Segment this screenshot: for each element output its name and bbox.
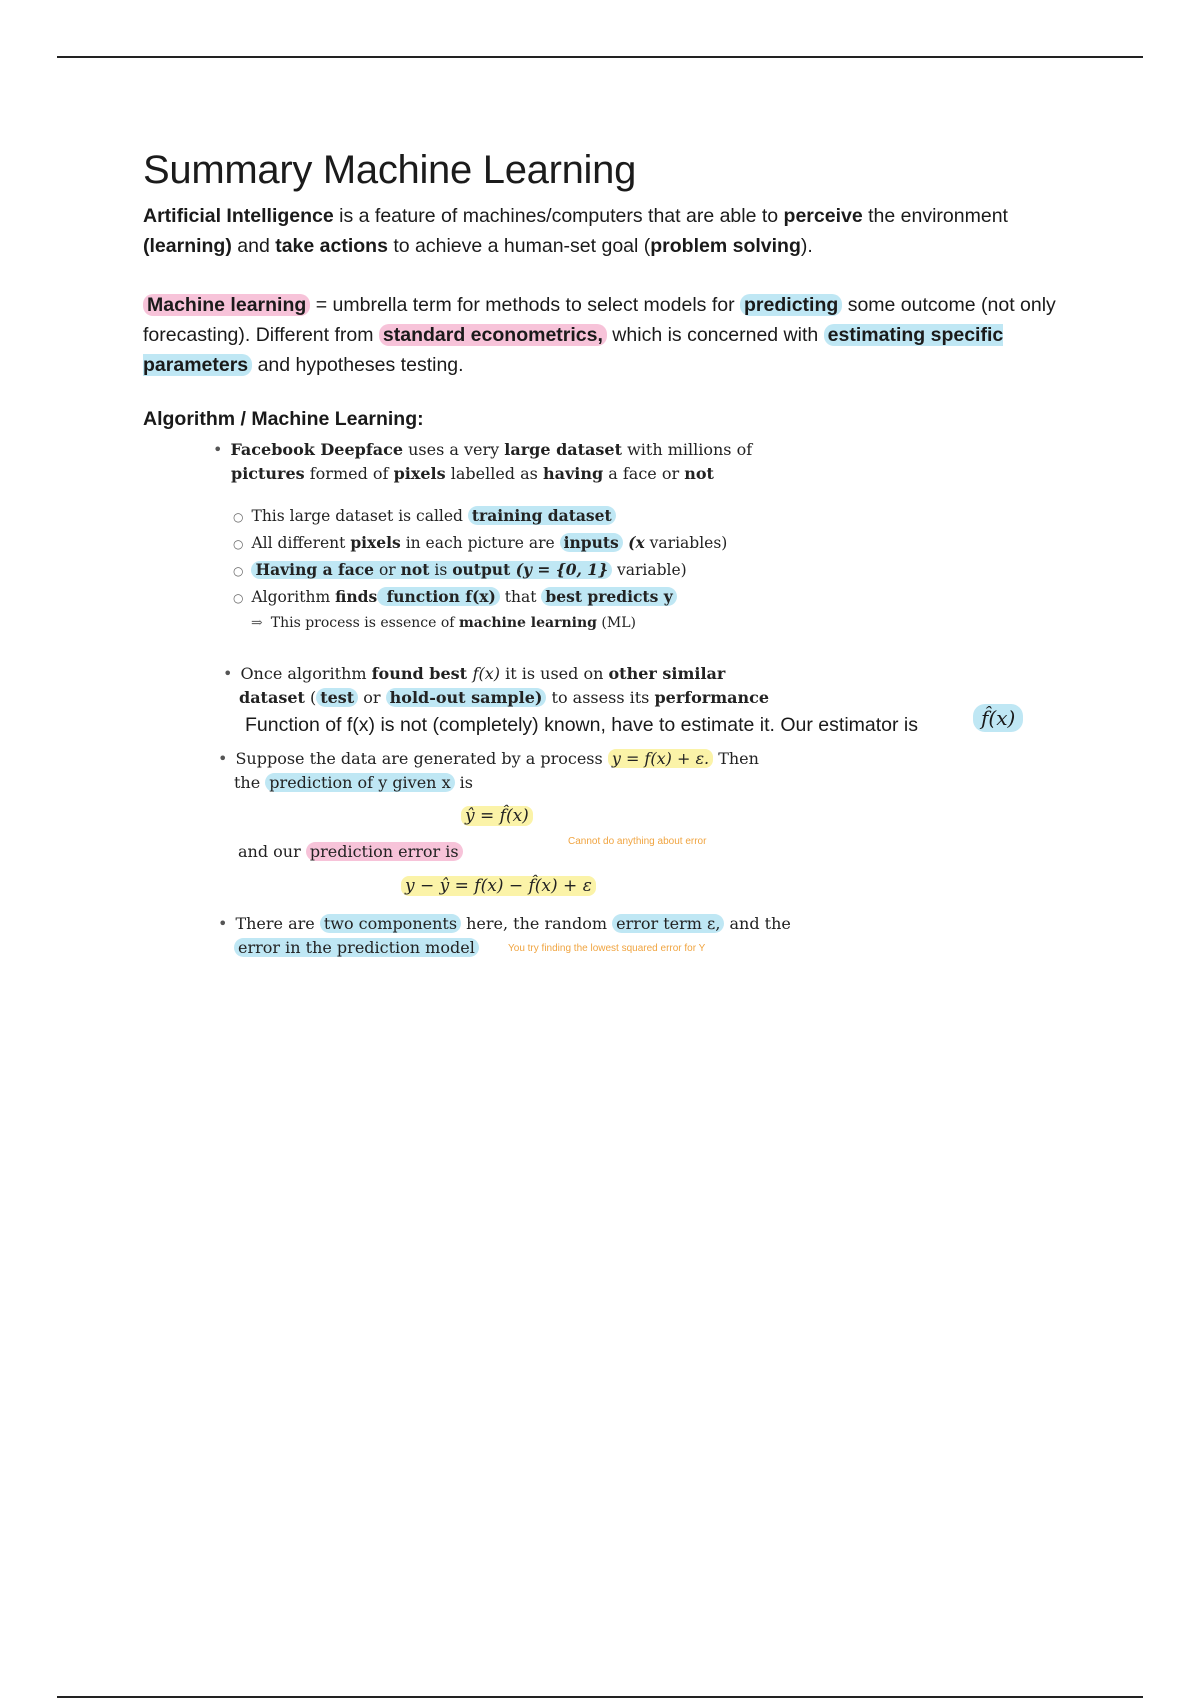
- text: with millions of: [621, 440, 753, 459]
- circle-bullet-icon: ○: [233, 564, 244, 578]
- text: the environment: [862, 205, 1008, 227]
- text: formed of: [304, 464, 394, 483]
- ai-definition: [143, 201, 1073, 261]
- math: f(x): [472, 664, 501, 683]
- text: a face or: [603, 464, 685, 483]
- suppose-bullet: [218, 747, 759, 795]
- text: This process is essence of: [270, 615, 459, 631]
- math: y = f(x) + ε.: [608, 749, 713, 768]
- sub-item: [233, 584, 727, 611]
- bold-text: a face: [317, 560, 375, 579]
- text: and hypotheses testing.: [252, 354, 464, 376]
- estimator-note: Function of f(x) is not (completely) known, have to estimate it. Our estimator is: [245, 714, 918, 736]
- term-estimating-parameters: estimating specific parameters: [143, 324, 1004, 376]
- text: All different: [251, 534, 351, 552]
- circle-bullet-icon: ○: [233, 591, 244, 605]
- bold-text: pixels: [350, 533, 401, 552]
- text: is: [454, 773, 474, 792]
- text: or: [358, 688, 386, 707]
- top-rule: [57, 56, 1143, 58]
- term: two components: [320, 914, 461, 933]
- text: Once algorithm: [240, 664, 372, 683]
- text: Algorithm: [251, 588, 336, 606]
- implies-arrow-icon: ⇒: [251, 615, 263, 631]
- term: test: [316, 688, 358, 707]
- text: (ML): [596, 615, 636, 631]
- term-perceive: perceive: [783, 205, 863, 227]
- term-take-actions: take actions: [275, 235, 388, 257]
- text: or: [374, 561, 401, 579]
- text: Then: [713, 749, 759, 768]
- circle-bullet-icon: ○: [233, 537, 244, 551]
- handwritten-note: You try finding the lowest squared error for Y: [508, 943, 706, 954]
- bold-text: other similar: [608, 664, 726, 683]
- deepface-sublist: [233, 503, 727, 636]
- term: prediction of y given x: [265, 773, 454, 792]
- bold-text: found best: [371, 664, 473, 683]
- bold-text: pixels: [393, 464, 446, 483]
- text: variables): [644, 534, 728, 552]
- term-standard-econometrics: standard econometrics,: [379, 324, 607, 346]
- text: This large dataset is called: [251, 507, 468, 525]
- sub-item: [233, 530, 727, 557]
- term-problem-solving: problem solving: [650, 235, 801, 257]
- text: is a feature of machines/computers that are able to: [333, 205, 784, 227]
- bullet-icon: •: [218, 749, 228, 768]
- math: (y = {0, 1}: [510, 560, 609, 579]
- bold-text: pictures: [231, 464, 305, 483]
- bold-text: not: [684, 464, 714, 483]
- text: is: [429, 561, 453, 579]
- bold-text: machine learning: [458, 615, 597, 631]
- term: prediction error is: [306, 842, 463, 861]
- sub-item: [233, 503, 727, 530]
- prediction-error-line: [238, 842, 463, 861]
- term: hold-out sample): [386, 688, 547, 707]
- bold-text: Facebook Deepface: [230, 440, 403, 459]
- math: (x: [622, 533, 645, 552]
- bold-text: not: [400, 560, 430, 579]
- estimator-symbol: f̂(x): [973, 704, 1023, 732]
- deepface-bullet: [213, 438, 752, 486]
- bold-text: finds: [335, 587, 378, 606]
- bullet-icon: •: [223, 664, 233, 683]
- sub-item: [233, 611, 727, 636]
- highlight: [251, 561, 612, 579]
- text: to achieve a human-set goal (: [387, 235, 651, 257]
- text: ).: [800, 235, 813, 257]
- term-ai: Artificial Intelligence: [143, 205, 334, 227]
- term: best predicts y: [541, 587, 676, 606]
- term: inputs: [560, 533, 623, 552]
- term: error in the prediction model: [234, 938, 479, 957]
- text: the: [234, 773, 266, 792]
- equation-error: y − ŷ = f(x) − f̂(x) + ε: [401, 876, 596, 896]
- ml-definition: [143, 290, 1073, 380]
- text: There are: [235, 914, 320, 933]
- bullet-icon: •: [213, 440, 223, 459]
- text: labelled as: [445, 464, 543, 483]
- text: which is concerned with: [606, 324, 824, 346]
- text: and the: [724, 914, 791, 933]
- bold-text: output: [452, 560, 511, 579]
- term: training dataset: [468, 506, 616, 525]
- text: in each picture are: [400, 534, 560, 552]
- term-predicting: predicting: [740, 294, 842, 316]
- text: that: [499, 588, 542, 606]
- sub-item: [233, 557, 727, 584]
- bold-text: dataset: [239, 688, 305, 707]
- text: some outcome (not only forecasting). Different from: [143, 294, 1056, 346]
- page-title: Summary Machine Learning: [143, 148, 637, 192]
- text: uses a very: [403, 440, 505, 459]
- text: to assess its: [546, 688, 655, 707]
- bold-text: performance: [654, 688, 770, 707]
- text: = umbrella term for methods to select models for: [310, 294, 741, 316]
- handwritten-note: Cannot do anything about error: [568, 836, 707, 847]
- bullet-icon: •: [218, 914, 228, 933]
- bottom-rule: [57, 1696, 1143, 1698]
- bold-text: Having: [255, 560, 318, 579]
- text: and: [231, 235, 276, 257]
- once-bullet: [223, 662, 769, 710]
- section-heading: Algorithm / Machine Learning:: [143, 408, 424, 430]
- term: function f(x): [377, 587, 500, 606]
- term: error term ε,: [612, 914, 724, 933]
- circle-bullet-icon: ○: [233, 510, 244, 524]
- term-machine-learning: Machine learning: [143, 294, 310, 316]
- bold-text: having: [542, 464, 604, 483]
- term-learning: (learning): [143, 235, 232, 257]
- text: it is used on: [500, 664, 609, 683]
- bold-text: large dataset: [504, 440, 622, 459]
- text: (: [304, 688, 317, 707]
- text: Suppose the data are generated by a process: [235, 749, 608, 768]
- text: variable): [612, 561, 687, 579]
- text: and our: [238, 842, 306, 861]
- equation-prediction: ŷ = f̂(x): [461, 806, 533, 826]
- text: here, the random: [461, 914, 613, 933]
